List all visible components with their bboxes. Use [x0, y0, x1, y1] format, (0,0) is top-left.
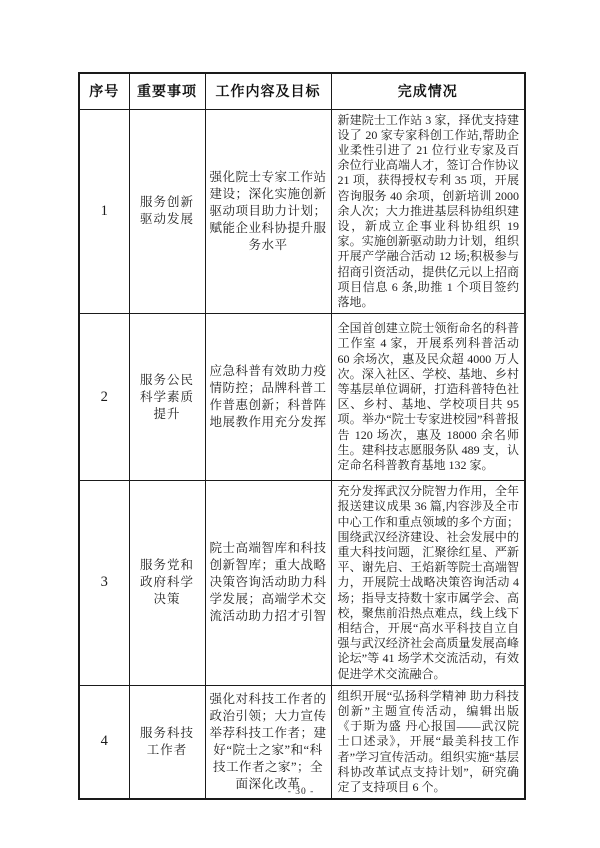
- row-serial-number: 4: [79, 685, 129, 799]
- row-completion-status: 组织开展“弘扬科学精神 助力科技创新”主题宣传活动，编辑出版《于斯为盛 丹心报国——武汉院士口述录》，开展“最美科技工作者”学习宣传活动。组织实施“基层科协改革试点支持计划”，研究确定了支持项目 6 个。: [331, 685, 525, 799]
- row-important-item: 服务创新驱动发展: [129, 109, 205, 314]
- header-completion-status: 完成情况: [331, 73, 525, 109]
- header-important-item: 重要事项: [129, 73, 205, 109]
- row-serial-number: 2: [79, 314, 129, 481]
- table-header-row: [79, 73, 525, 109]
- header-serial-number: 序号: [79, 73, 129, 109]
- row-completion-status: 新建院士工作站 3 家，择优支持建设了 20 家专家科创工作站,帮助企业柔性引进了 21 位行业专家及百余位行业高端人才，签订合作协议 21 项，获得授权专利 35 项，开展咨询服务 40 余项，创新培训 2000 余人次；大力推进基层科协组织建设，新成立企事业科协组织 19 家。实施创新驱动助力计划，组织开展产学融合活动 12 场;积极参与招商引资活动，提供亿元以上招商项目信息 6 条,助推 1 个项目签约落地。: [331, 109, 525, 314]
- row-serial-number: 3: [79, 481, 129, 686]
- row-completion-status: 全国首创建立院士领衔命名的科普工作室 4 家，开展系列科普活动 60 余场次，惠及民众超 4000 万人次。深入社区、学校、基地、乡村等基层单位调研，打造科普特色社区、乡村、基地、学校项目共 95 项。举办“院士专家进校园”科普报告 120 场次，惠及 18000 余名师生。建科技志愿服务队 489 支，认定命名科普教育基地 132 家。: [331, 314, 525, 481]
- row-work-goal: 院士高端智库和科技创新智库；重大战略决策咨询活动助力科学发展；高端学术交流活动助力招才引智: [205, 481, 331, 686]
- header-work-goal: 工作内容及目标: [205, 73, 331, 109]
- table-row: [79, 314, 525, 481]
- row-serial-number: 1: [79, 109, 129, 314]
- work-report-table: [78, 72, 526, 800]
- row-work-goal: 应急科普有效助力疫情防控；品牌科普工作普惠创新；科普阵地展教作用充分发挥: [205, 314, 331, 481]
- row-work-goal: 强化对科技工作者的政治引领；大力宣传举荐科技工作者；建好“院士之家”和“科技工作者之家”；全面深化改革: [205, 685, 331, 799]
- row-completion-status: 充分发挥武汉分院智力作用，全年报送建议成果 36 篇,内容涉及全市中心工作和重点领域的多个方面；围绕武汉经济建设、社会发展中的重大科技问题，汇聚徐红星、严新平、谢先启、王焰新等院士高端智力，开展院士战略决策咨询活动 4 场；指导支持数十家市属学会、高校，聚焦前沿热点难点，线上线下相结合，开展“高水平科技自立自强与武汉经济社会高质量发展高峰论坛”等 41 场学术交流活动，有效促进学术交流融合。: [331, 481, 525, 686]
- row-important-item: 服务公民科学素质提升: [129, 314, 205, 481]
- page-number: - 30 -: [287, 787, 315, 797]
- row-important-item: 服务科技工作者: [129, 685, 205, 799]
- table-row: [79, 685, 525, 799]
- table-row: [79, 109, 525, 314]
- table-row: [79, 481, 525, 686]
- row-work-goal: 强化院士专家工作站建设；深化实施创新驱动项目助力计划；赋能企业科协提升服务水平: [205, 109, 331, 314]
- row-important-item: 服务党和政府科学决策: [129, 481, 205, 686]
